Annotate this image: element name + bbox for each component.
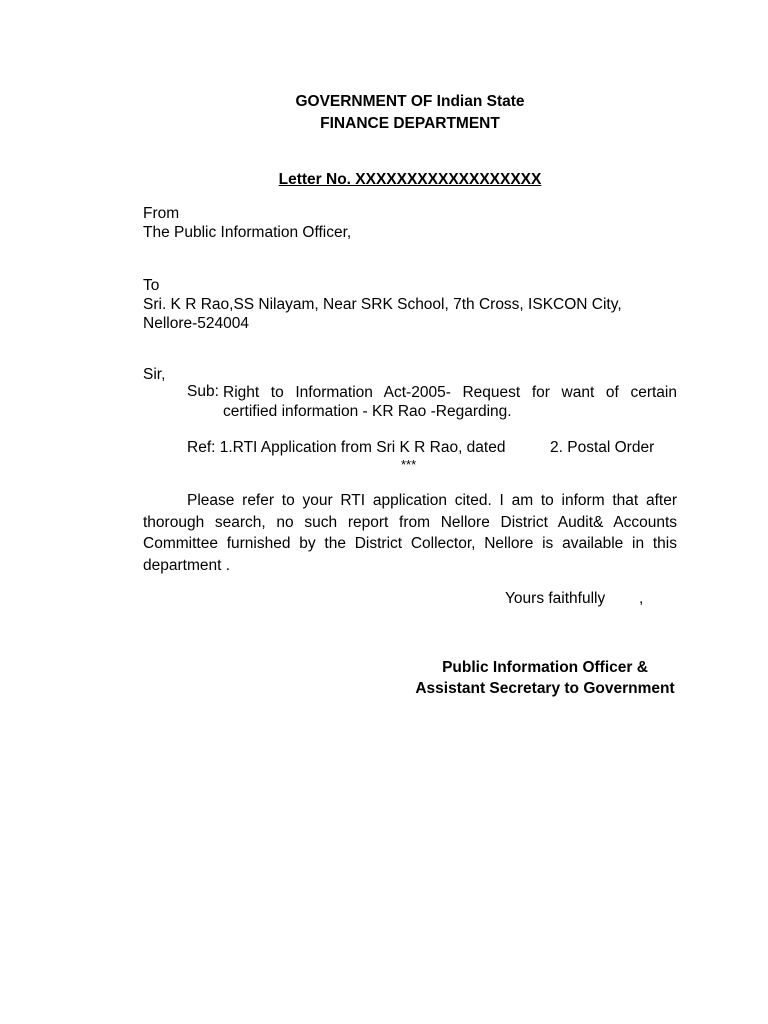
reference-item-1: Ref: 1.RTI Application from Sri K R Rao, dated [187,439,506,456]
to-address-line2: Nellore-524004 [143,315,249,332]
closing-comma: , [639,590,644,607]
subject-text [223,383,677,421]
to-address-line1: Sri. K R Rao,SS Nilayam, Near SRK School, 7th Cross, ISKCON City, [143,296,622,313]
from-name: The Public Information Officer, [143,224,352,241]
letter-number-text: Letter No. XXXXXXXXXXXXXXXXXX [278,171,542,188]
reference-item-2: 2. Postal Order [550,439,655,456]
header-government: GOVERNMENT OF Indian State [295,93,525,110]
from-label: From [143,205,180,222]
letter-number [0,171,768,189]
closing-text: Yours faithfully [505,590,606,607]
to-label: To [143,277,160,294]
salutation: Sir, [143,366,166,383]
subject-body: Right to Information Act-2005- Request for want of certain certified information - KR Rao -Regarding. [223,384,677,420]
header-department: FINANCE DEPARTMENT [320,115,500,132]
reference-separator: *** [401,457,417,472]
body-paragraph: Please refer to your RTI application cited. I am to inform that after thorough search, no such report from Nellore District Audit& Accounts Committee furnished by the District Collector, Nellore is available in this department . [143,492,677,574]
signature-title-2: Assistant Secretary to Government [415,680,675,697]
signature-title-1: Public Information Officer & [442,659,648,676]
subject-label: Sub: [187,383,219,400]
